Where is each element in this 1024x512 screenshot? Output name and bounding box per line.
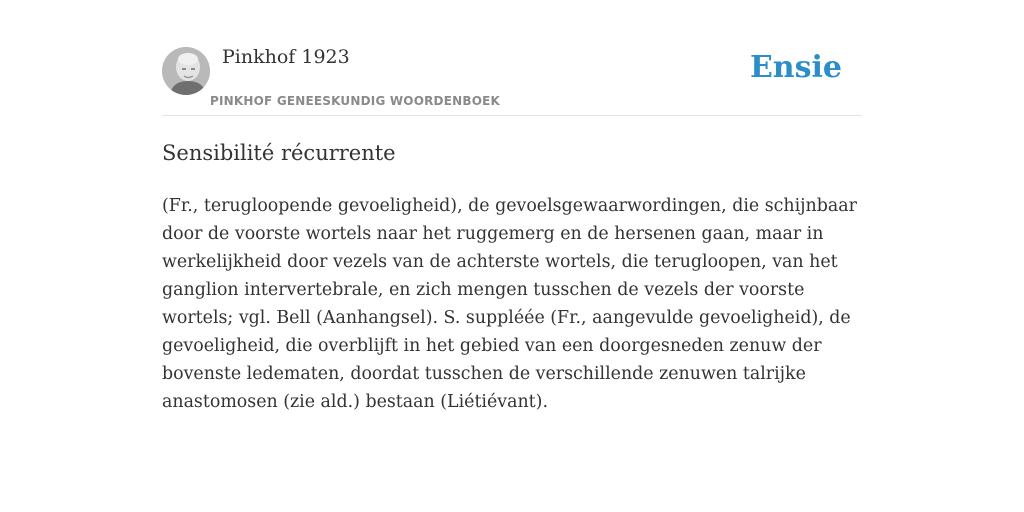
header xyxy=(162,0,862,116)
brand-logo[interactable]: Ensie xyxy=(749,50,842,85)
entry-title: Sensibilité récurrente xyxy=(162,141,396,165)
author-name[interactable]: Pinkhof 1923 xyxy=(222,46,350,68)
source-label[interactable]: PINKHOF GENEESKUNDIG WOORDENBOEK xyxy=(210,94,500,108)
entry-body: (Fr., terugloopende gevoeligheid), de gevoelsgewaarwordingen, die schijnbaar door de voorste wortels naar het ruggemerg en de hersenen gaan, maar in werkelijkheid door vezels van de achterste wortels, die terugloopen, van het ganglion intervertebrale, en zich mengen tusschen de vezels der voorste wortels; vgl. Bell (Aanhangsel). S. suppléée (Fr., aangevulde gevoeligheid), de gevoeligheid, die overblijft in het gebied van een doorgesneden zenuw der bovenste ledematen, doordat tusschen de verschillende zenuwen talrijke anastomosen (zie ald.) bestaan (Liétiévant). xyxy=(162,196,857,412)
portrait-icon xyxy=(162,47,210,95)
author-avatar[interactable] xyxy=(162,47,210,95)
